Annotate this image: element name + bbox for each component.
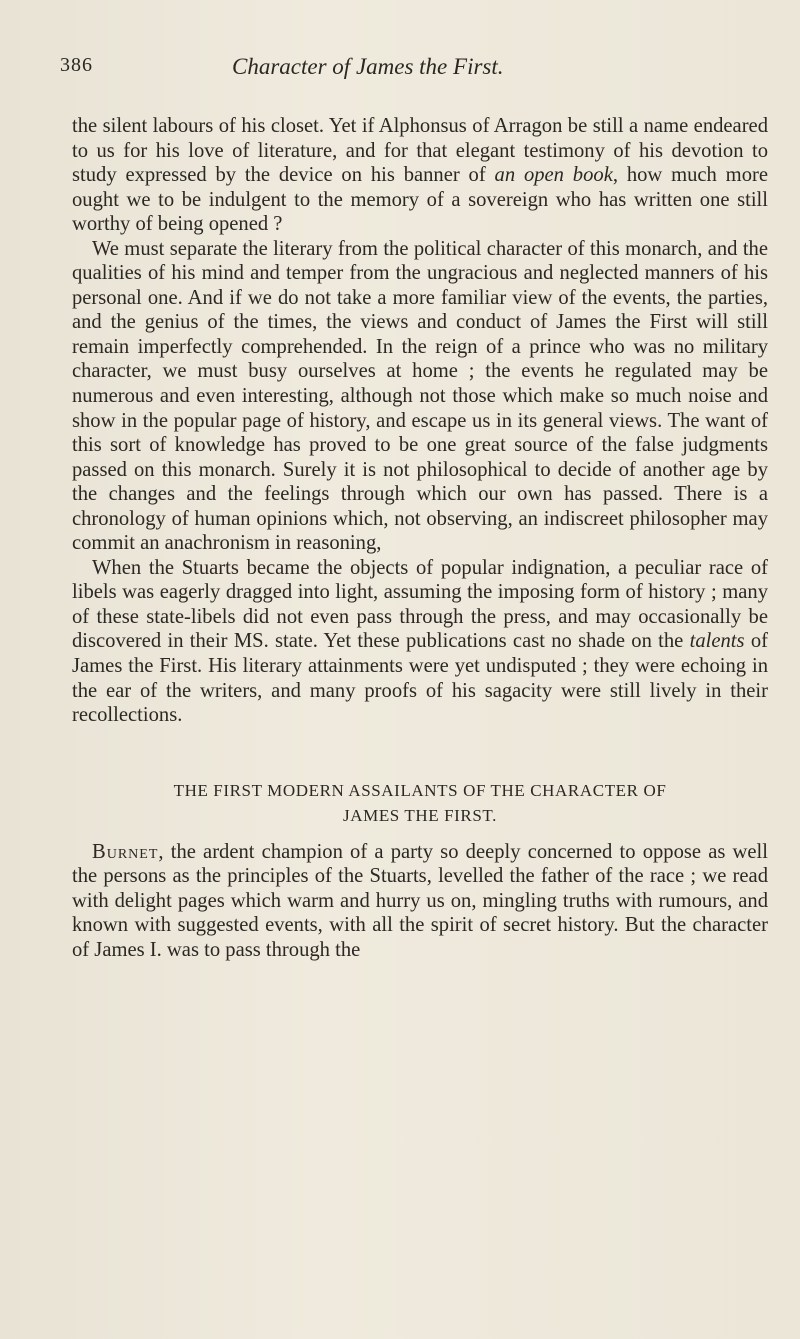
paragraph xyxy=(72,840,768,963)
text-span: of James the First. His literary attainments were yet undisputed ; they were echoing in the ear of the writers, and many proofs of his sagacity were still lively in their recollections. xyxy=(72,630,768,727)
text-span: the silent labours of his closet. Yet if Alphonsus of Arragon be still a name endeared to us for his love of literature, and for that elegant testimony of his devotion to study expressed by the device on his banner of xyxy=(72,115,768,187)
text-span: , the ardent champion of a party so deeply concerned to oppose as well the persons as the principles of the Stuarts, levelled the father of the race ; we read with delight pages which warm and hurry us on, mingling truths with rumours, and known with suggested events, with all the spirit of secret history. But the character of James I. was to pass through the xyxy=(72,840,768,961)
section-heading xyxy=(72,778,768,828)
emphasis-text: talents xyxy=(689,630,745,653)
section-text xyxy=(72,840,768,963)
running-title: Character of James the First. xyxy=(232,54,504,79)
paragraph: We must separate the literary from the political character of this monarch, and the qualities of his mind and temper from the ungracious and neglected manners of his personal one. And if we do not take a more familiar view of the events, the parties, and the genius of the times, the views and conduct of James the First will still remain imperfectly comprehended. In the reign of a prince who was no military character, we must busy ourselves at home ; the events he regulated may be numerous and even interesting, although not those which make so much noise and show in the popular page of history, and escape us in its general views. The want of this sort of knowledge has proved to be one great source of the false judgments passed on this monarch. Surely it is not philosophical to decide of another age by the changes and the feelings through which our own has passed. There is a chronology of human opinions which, not observing, an indiscreet philosopher may commit an anachronism in reasoning, xyxy=(72,237,768,555)
page-number: 386 xyxy=(60,54,93,76)
emphasis-text: an open book xyxy=(494,164,613,187)
text-span: , how much more ought we to be indulgent to the memory of a sovereign who has written one still worthy of being opened ? xyxy=(72,164,768,236)
lead-word: Burnet xyxy=(92,840,159,863)
paragraph xyxy=(72,556,768,728)
section-heading-line: JAMES THE FIRST. xyxy=(343,805,497,825)
page-header xyxy=(60,54,768,88)
main-text xyxy=(72,114,768,728)
paragraph xyxy=(72,114,768,237)
text-span: When the Stuarts became the objects of popular indignation, a peculiar race of libels was eagerly dragged into light, assuming the imposing form of history ; many of these state-libels did not even pass through the press, and may occasionally be discovered in their MS. state. Yet these publications cast no shade on the xyxy=(72,556,768,653)
section-heading-line: THE FIRST MODERN ASSAILANTS OF THE CHARACTER OF xyxy=(173,780,667,800)
